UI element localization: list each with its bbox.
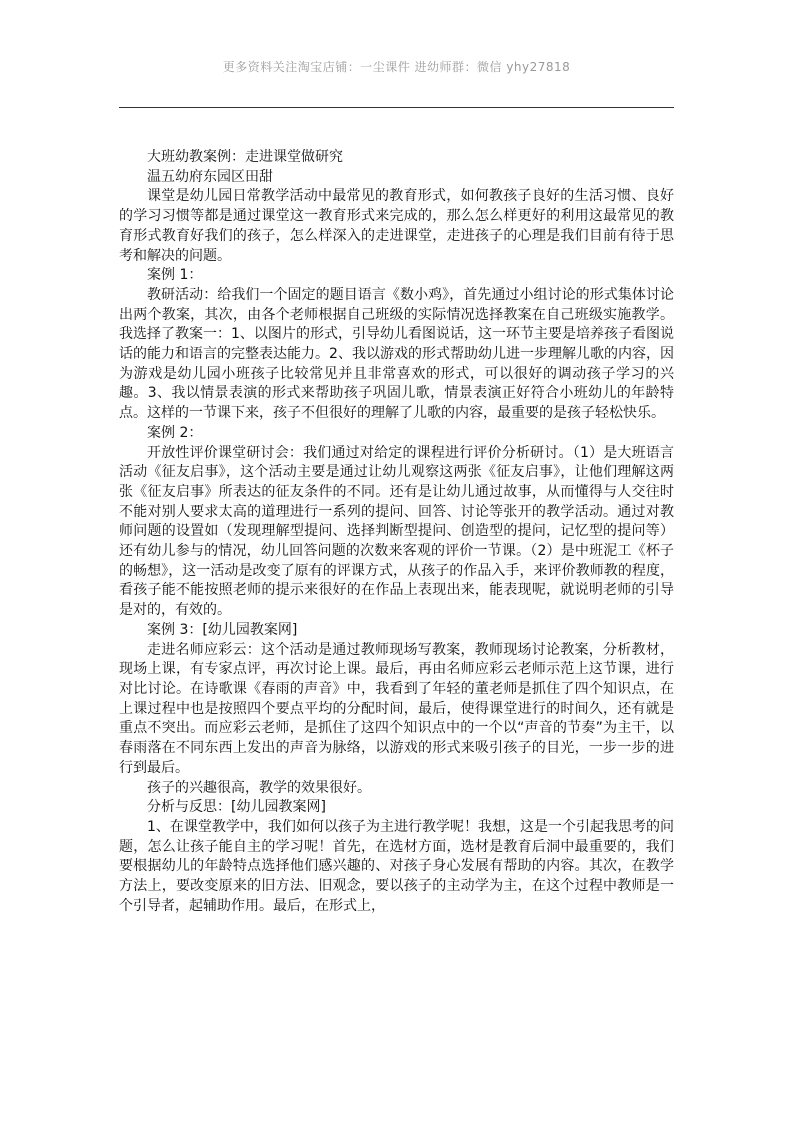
paragraph: 开放性评价课堂研讨会：我们通过对给定的课程进行评价分析研讨。（1）是大班语言活动《征友启事》，这个活动主要是通过让幼儿观察这两张《征友启事》，让他们理解这两张《征友启事》所表达的征友条件的不同。还有是让幼儿通过故事，从而懂得与人交往时不能对别人要求太高的道理进行一系列的提问、回答、讨论等张开的教学活动。通过对教师问题的设置如（发现理解型提问、选择判断型提问、创造型的提问，记忆型的提问等）还有幼儿参与的情况，幼儿回答问题的次数来客观的评价一节课。（2）是中班泥工《杯子的畅想》，这一活动是改变了原有的评课方式，从孩子的作品入手，来评价教师教的程度，看孩子能不能按照老师的提示来很好的在作品上表现出来，能表现呢，就说明老师的引导是对的，有效的。 <box>119 444 674 619</box>
case-heading: 案例 2： <box>147 424 203 441</box>
paragraph: 教研活动：给我们一个固定的题目语言《数小鸡》，首先通过小组讨论的形式集体讨论出两个教案，其次，由各个老师根据自己班级的实际情况选择教案在自己班级实施教学。我选择了教案一：1、以图片的形式，引导幼儿看图说话，这一环节主要是培养孩子看图说话的能力和语言的完整表达能力。2、我以游戏的形式帮助幼儿进一步理解儿歌的内容，因为游戏是幼儿园小班孩子比较常见并且非常喜欢的形式，可以很好的调动孩子学习的兴趣。3、我以情景表演的形式来帮助孩子巩固儿歌，情景表演正好符合小班幼儿的年龄特点。这样的一节课下来，孩子不但很好的理解了儿歌的内容，最重要的是孩子轻松快乐。 <box>119 286 674 422</box>
case-heading: 案例 3：[幼儿园教案网] <box>147 621 298 638</box>
header-divider <box>119 107 674 108</box>
case-heading: 案例 1： <box>147 267 203 284</box>
document-author: 温五幼府东园区田甜 <box>147 168 273 185</box>
document-title: 大班幼教案例：走进课堂做研究 <box>147 149 343 165</box>
section-heading: 分析与反思：[幼儿园教案网] <box>147 799 326 816</box>
paragraph: 走进名师应彩云：这个活动是通过教师现场写教案，教师现场讨论教案，分析教材，现场上课，有专家点评，再次讨论上课。最后，再由名师应彩云老师示范上这节课，进行对比讨论。在诗歌课《春雨的声音》中，我看到了年轻的董老师是抓住了四个知识点，在上课过程中也是按照四个要点平均的分配时间，最后，使得课堂进行的时间久，还有就是重点不突出。而应彩云老师，是抓住了这四个知识点中的一个以“声音的节奏”为主干，以春雨落在不同东西上发出的声音为脉络，以游戏的形式来吸引孩子的目光，一步一步的进行到最后。 <box>119 641 674 776</box>
document-body <box>119 148 674 916</box>
page-header-watermark: 更多资料关注淘宝店铺：一尘课件 进幼师群：微信 yhy27818 <box>222 60 571 74</box>
paragraph: 孩子的兴趣很高，教学的效果很好。 <box>147 779 371 796</box>
paragraph: 课堂是幼儿园日常教学活动中最常见的教育形式，如何教孩子良好的生活习惯、良好的学习习惯等都是通过课堂这一教育形式来完成的，那么怎么样更好的利用这最常见的教育形式教育好我们的孩子，怎么样深入的走进课堂，走进孩子的心理是我们目前有待于思考和解决的问题。 <box>119 188 674 264</box>
paragraph: 1、在课堂教学中，我们如何以孩子为主进行教学呢！我想，这是一个引起我思考的问题，怎么让孩子能自主的学习呢！首先，在选材方面，选材是教育后洞中最重要的，我们要根据幼儿的年龄特点选择他们感兴趣的、对孩子身心发展有帮助的内容。其次，在教学方法上，要改变原来的旧方法、旧观念，要以孩子的主动学为主，在这个过程中教师是一个引导者，起辅助作用。最后，在形式上， <box>119 818 674 914</box>
